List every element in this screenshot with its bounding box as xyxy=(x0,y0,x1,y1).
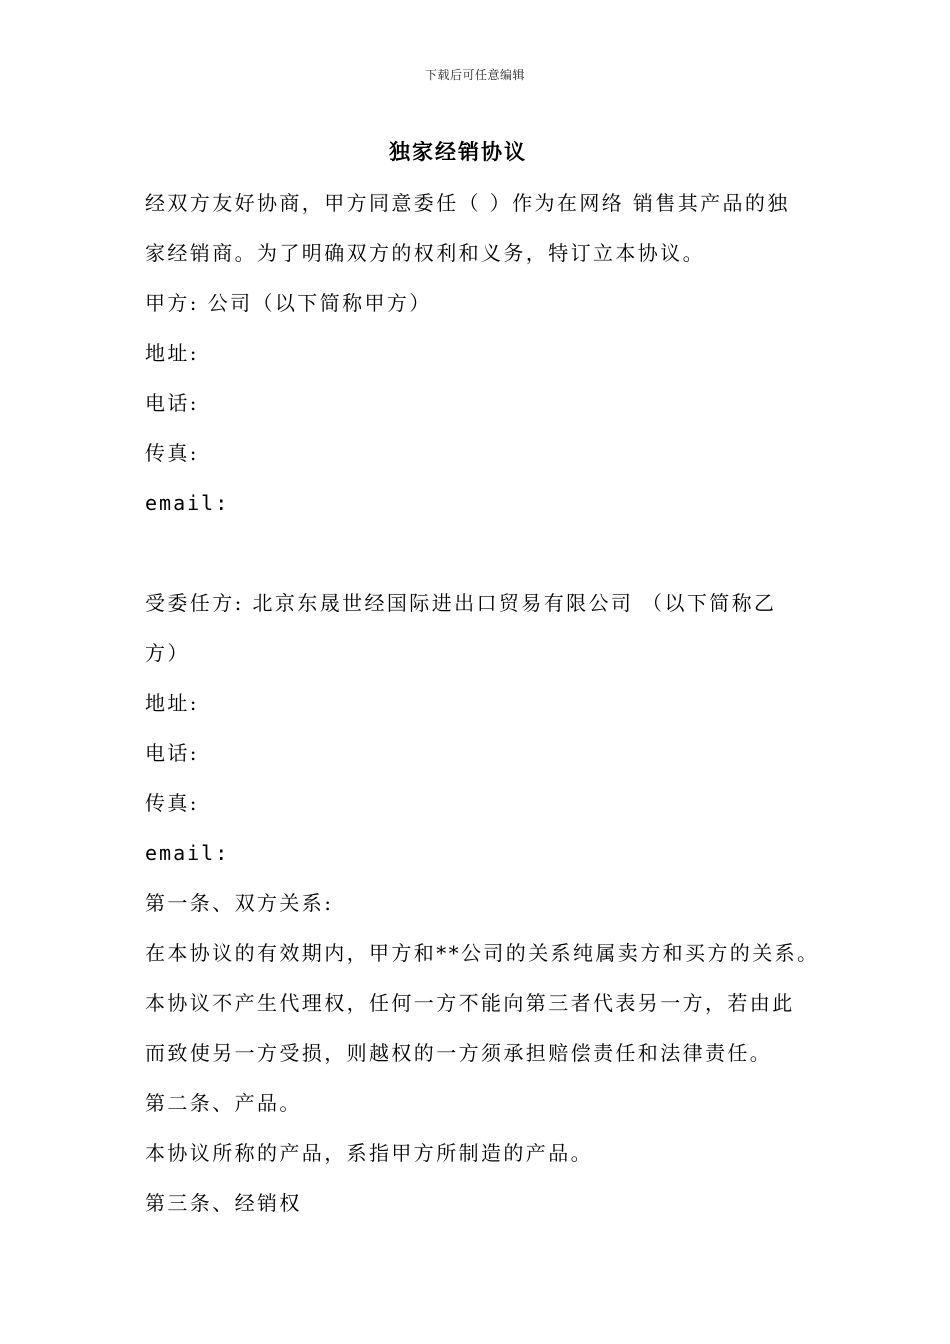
party-b-address: 地址: xyxy=(145,691,199,715)
intro-line-1: 经双方友好协商，甲方同意委任（ ）作为在网络 销售其产品的独 xyxy=(145,191,790,215)
page-header: 下载后可任意编辑 xyxy=(424,68,525,82)
party-b-email: email: xyxy=(145,841,230,865)
party-a-fax: 传真: xyxy=(145,441,199,465)
party-b-fax: 传真: xyxy=(145,791,199,815)
party-a-email: email: xyxy=(145,491,230,515)
article-2-heading: 第二条、产品。 xyxy=(145,1091,302,1115)
party-a-name: 甲方: 公司（以下简称甲方） xyxy=(145,291,432,315)
document-title: 独家经销协议 xyxy=(389,139,527,164)
article-1-line-1: 在本协议的有效期内，甲方和**公司的关系纯属卖方和买方的关系。 xyxy=(145,941,820,965)
party-a-address: 地址: xyxy=(145,341,199,365)
article-1-line-2: 本协议不产生代理权，任何一方不能向第三者代表另一方，若由此 xyxy=(145,991,795,1015)
party-b-name-line-1: 受委任方: 北京东晟世经国际进出口贸易有限公司 （以下简称乙 xyxy=(145,591,777,615)
article-2-line-1: 本协议所称的产品，系指甲方所制造的产品。 xyxy=(145,1141,593,1165)
spacer xyxy=(145,528,815,578)
document-body xyxy=(145,178,820,1228)
article-1-line-3: 而致使另一方受损，则越权的一方须承担赔偿责任和法律责任。 xyxy=(145,1041,773,1065)
intro-line-2: 家经销商。为了明确双方的权利和义务，特订立本协议。 xyxy=(145,241,705,265)
party-a-phone: 电话: xyxy=(145,391,199,415)
party-b-name-line-2: 方） xyxy=(145,641,190,665)
article-1-heading: 第一条、双方关系: xyxy=(145,891,334,915)
party-b-phone: 电话: xyxy=(145,741,199,765)
article-3-heading: 第三条、经销权 xyxy=(145,1191,302,1215)
